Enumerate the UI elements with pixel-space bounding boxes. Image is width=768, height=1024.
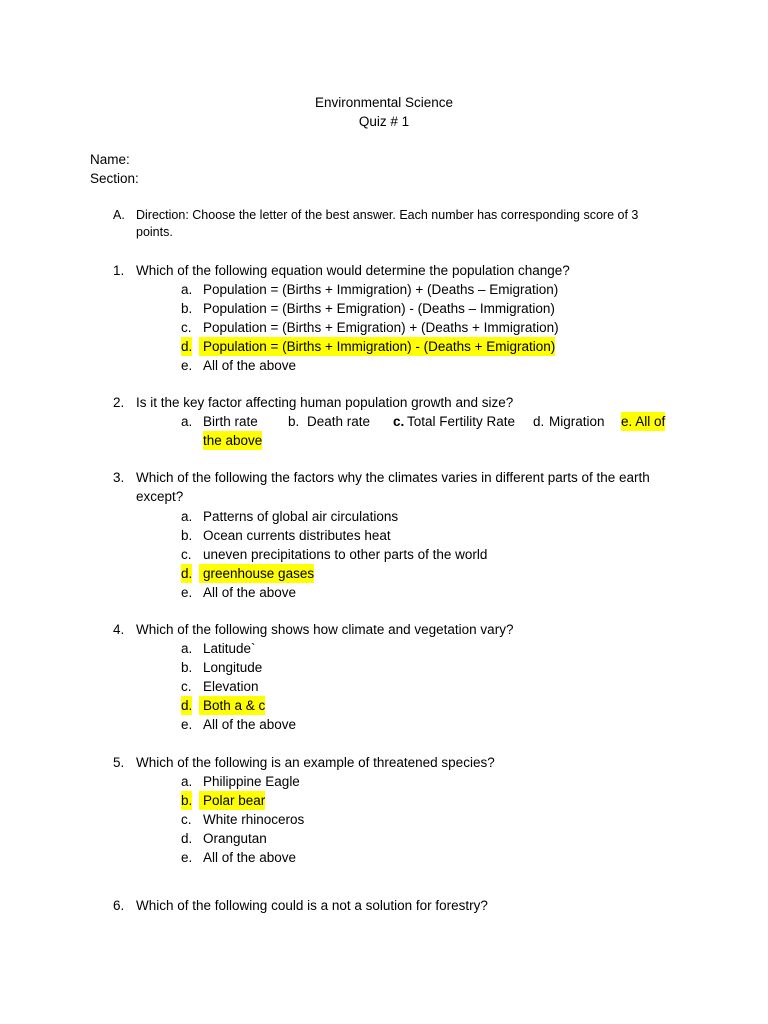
question-5 [113,753,693,867]
choice-d: d. Orangutan [181,831,267,846]
choice-b: b. Longitude [181,660,263,675]
question-3 [113,468,693,602]
choice-a-letter: a. [181,414,193,429]
question-number: 2. [113,395,125,410]
choice-list [181,507,693,602]
choice-e: e. All of the above [181,717,297,732]
direction-block [113,207,673,241]
choice-d-answer: d. Population = (Births + Immigration) - (Deaths + Emigration) [181,339,556,354]
question-2 [113,393,693,450]
choice-e: e. All of the above [181,850,297,865]
choice-c: c. White rhinoceros [181,812,305,827]
choice-c: c. uneven precipitations to other parts of the world [181,547,488,562]
question-text: Which of the following could is a not a solution for forestry? [136,898,488,913]
course-title: Environmental Science [314,95,454,110]
question-number: 1. [113,263,125,278]
question-text: Which of the following shows how climate and vegetation vary? [136,622,514,637]
choice-e: e. All of the above [181,585,297,600]
question-number: 6. [113,898,125,913]
section-label: Section: [90,171,139,186]
student-info [90,150,139,188]
choice-e-answer: e. All of [621,414,666,429]
question-6 [113,896,693,915]
choice-a-text: Birth rate [203,414,258,429]
direction-text: Direction: Choose the letter of the best answer. Each number has corresponding score of 3 points. [136,208,639,239]
choice-b: b. Ocean currents distributes heat [181,528,391,543]
name-label: Name: [90,152,130,167]
choice-list [181,772,693,867]
choice-list [181,412,693,450]
choice-c: c. Population = (Births + Emigration) + (Deaths + Immigration) [181,320,559,335]
choice-c-text: Total Fertility Rate [407,414,516,429]
question-4 [113,620,693,734]
choice-list [181,280,693,375]
choice-e-continuation: the above [203,433,263,448]
choice-d-answer: d. Both a & c [181,698,266,713]
question-number: 4. [113,622,125,637]
choice-b-text: Death rate [307,414,371,429]
question-number: 5. [113,755,125,770]
choice-d-text: Migration [549,414,605,429]
choice-b-answer: b. Polar bear [181,793,266,808]
choice-b: b. Population = (Births + Emigration) - (Deaths – Immigration) [181,301,555,316]
choice-a: a. Patterns of global air circulations [181,509,399,524]
choice-d-answer: d. greenhouse gases [181,566,315,581]
question-text: Which of the following is an example of threatened species? [136,755,495,770]
question-text: Is it the key factor affecting human population growth and size? [136,395,514,410]
choice-a: a. Philippine Eagle [181,774,300,789]
choice-d-letter: d. [533,414,545,429]
title-block [0,93,768,131]
choice-c-letter: c. [393,414,405,429]
direction-marker: A. [113,208,125,222]
quiz-title: Quiz # 1 [358,114,410,129]
choice-a: a. Population = (Births + Immigration) + (Deaths – Emigration) [181,282,559,297]
choice-b-letter: b. [288,414,300,429]
question-text: Which of the following equation would determine the population change? [136,263,570,278]
question-number: 3. [113,470,125,485]
question-text: Which of the following the factors why the climates varies in different parts of the earth except? [136,470,650,504]
choice-a: a. Latitude` [181,641,256,656]
choice-list [181,639,693,734]
choice-c: c. Elevation [181,679,259,694]
choice-e: e. All of the above [181,358,297,373]
question-1 [113,261,693,375]
